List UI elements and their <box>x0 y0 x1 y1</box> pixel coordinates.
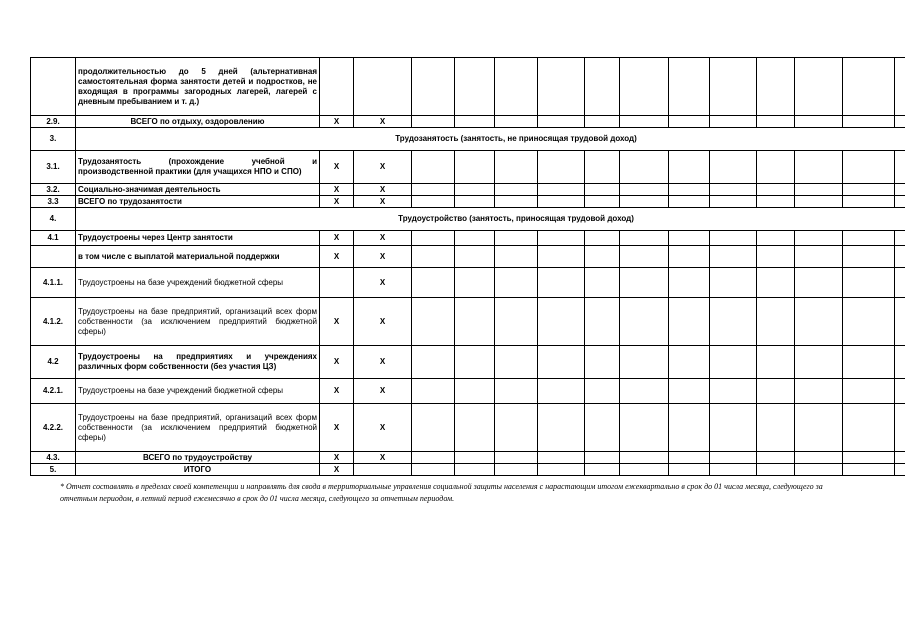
empty-cell <box>669 379 710 404</box>
table-row <box>31 404 905 452</box>
row-number: 4.2.2. <box>31 404 76 452</box>
empty-cell <box>669 184 710 196</box>
table-row <box>31 298 905 346</box>
value-cell: X <box>354 268 412 298</box>
empty-cell <box>669 464 710 476</box>
empty-cell <box>843 58 895 116</box>
empty-cell <box>669 298 710 346</box>
empty-cell <box>795 116 843 128</box>
empty-cell <box>843 298 895 346</box>
empty-cell <box>585 298 620 346</box>
empty-cell <box>757 151 795 184</box>
empty-cell <box>620 452 669 464</box>
empty-cell <box>843 196 895 208</box>
empty-cell <box>585 404 620 452</box>
table-row <box>31 231 905 246</box>
empty-cell <box>538 346 585 379</box>
empty-cell <box>495 58 538 116</box>
value-cell: X <box>320 231 354 246</box>
empty-cell <box>710 346 757 379</box>
empty-cell <box>895 246 905 268</box>
empty-cell <box>710 196 757 208</box>
value-cell: X <box>320 151 354 184</box>
empty-cell <box>843 452 895 464</box>
row-number: 2.9. <box>31 116 76 128</box>
empty-cell <box>795 58 843 116</box>
empty-cell <box>495 346 538 379</box>
row-label: Трудоустроены через Центр занятости <box>76 231 320 246</box>
empty-cell <box>495 151 538 184</box>
empty-cell <box>495 246 538 268</box>
table-row <box>31 246 905 268</box>
empty-cell <box>843 151 895 184</box>
empty-cell <box>843 246 895 268</box>
empty-cell <box>412 58 455 116</box>
empty-cell <box>843 346 895 379</box>
empty-cell <box>585 58 620 116</box>
empty-cell <box>757 452 795 464</box>
value-cell: X <box>354 246 412 268</box>
empty-cell <box>620 196 669 208</box>
value-cell <box>320 58 354 116</box>
row-label: ИТОГО <box>76 464 320 476</box>
empty-cell <box>669 231 710 246</box>
table-row <box>31 151 905 184</box>
value-cell: X <box>320 298 354 346</box>
empty-cell <box>757 379 795 404</box>
empty-cell <box>585 268 620 298</box>
empty-cell <box>585 346 620 379</box>
empty-cell <box>710 184 757 196</box>
value-cell: X <box>354 184 412 196</box>
value-cell: X <box>320 464 354 476</box>
empty-cell <box>843 404 895 452</box>
empty-cell <box>538 58 585 116</box>
empty-cell <box>757 246 795 268</box>
empty-cell <box>495 452 538 464</box>
row-number: 4.1.1. <box>31 268 76 298</box>
row-label: Трудоустроены на базе учреждений бюджетной сферы <box>76 379 320 404</box>
value-cell: X <box>354 196 412 208</box>
empty-cell <box>620 116 669 128</box>
empty-cell <box>538 452 585 464</box>
empty-cell <box>455 464 495 476</box>
empty-cell <box>455 116 495 128</box>
row-label: Трудоустроены на базе предприятий, организаций всех форм собственности (за исключением предприятий бюджетной сферы) <box>76 404 320 452</box>
empty-cell <box>795 246 843 268</box>
empty-cell <box>620 58 669 116</box>
empty-cell <box>895 268 905 298</box>
empty-cell <box>795 184 843 196</box>
empty-cell <box>795 268 843 298</box>
value-cell: X <box>320 452 354 464</box>
empty-cell <box>455 268 495 298</box>
footnote: * Отчет составлять в пределах своей компетенции и направлять для свода в территориальные управления социальной защиты населения с нарастающим итогом ежеквартально в срок до 01 числа месяца, следующего за отчетным периодом, в летний период ежемесячно в срок до 01 числа месяца, следующего за отчетным периодом. <box>60 482 823 503</box>
empty-cell <box>895 151 905 184</box>
table-row <box>31 208 905 231</box>
row-number <box>31 58 76 116</box>
empty-cell <box>669 346 710 379</box>
empty-cell <box>585 246 620 268</box>
section-header: Трудозанятость (занятость, не приносящая трудовой доход) <box>76 128 905 151</box>
value-cell: X <box>354 298 412 346</box>
empty-cell <box>585 231 620 246</box>
value-cell <box>320 268 354 298</box>
empty-cell <box>757 116 795 128</box>
value-cell: X <box>354 404 412 452</box>
empty-cell <box>843 379 895 404</box>
empty-cell <box>757 268 795 298</box>
empty-cell <box>895 196 905 208</box>
empty-cell <box>710 404 757 452</box>
row-label: ВСЕГО по отдыху, оздоровлению <box>76 116 320 128</box>
value-cell: X <box>320 404 354 452</box>
empty-cell <box>620 151 669 184</box>
row-number: 3.1. <box>31 151 76 184</box>
empty-cell <box>412 379 455 404</box>
row-number: 5. <box>31 464 76 476</box>
empty-cell <box>455 231 495 246</box>
empty-cell <box>412 151 455 184</box>
empty-cell <box>710 116 757 128</box>
empty-cell <box>495 184 538 196</box>
empty-cell <box>620 464 669 476</box>
empty-cell <box>620 231 669 246</box>
empty-cell <box>669 268 710 298</box>
value-cell: X <box>354 231 412 246</box>
empty-cell <box>412 196 455 208</box>
empty-cell <box>495 268 538 298</box>
row-number: 4.1.2. <box>31 298 76 346</box>
row-number: 4. <box>31 208 76 231</box>
empty-cell <box>495 116 538 128</box>
empty-cell <box>538 464 585 476</box>
table-row <box>31 184 905 196</box>
empty-cell <box>455 298 495 346</box>
table-row <box>31 196 905 208</box>
empty-cell <box>895 379 905 404</box>
empty-cell <box>669 196 710 208</box>
empty-cell <box>895 116 905 128</box>
report-table <box>30 57 905 476</box>
value-cell: X <box>320 246 354 268</box>
row-number: 4.3. <box>31 452 76 464</box>
empty-cell <box>412 404 455 452</box>
empty-cell <box>757 298 795 346</box>
value-cell: X <box>320 116 354 128</box>
row-label: Трудоустроены на предприятиях и учреждениях различных форм собственности (без участия ЦЗ) <box>76 346 320 379</box>
row-label: Трудоустроены на базе учреждений бюджетной сферы <box>76 268 320 298</box>
empty-cell <box>669 151 710 184</box>
empty-cell <box>495 231 538 246</box>
empty-cell <box>795 196 843 208</box>
empty-cell <box>412 464 455 476</box>
empty-cell <box>538 246 585 268</box>
value-cell <box>354 464 412 476</box>
empty-cell <box>710 379 757 404</box>
empty-cell <box>455 452 495 464</box>
empty-cell <box>710 268 757 298</box>
row-number: 4.2.1. <box>31 379 76 404</box>
row-label: продолжительностью до 5 дней (альтернативная самостоятельная форма занятости детей и подростков, не входящая в программы загородных лагерей, лагерей с дневным пребыванием и т. д.) <box>76 58 320 116</box>
empty-cell <box>495 464 538 476</box>
empty-cell <box>455 58 495 116</box>
value-cell: X <box>320 379 354 404</box>
table-row <box>31 268 905 298</box>
table-row <box>31 464 905 476</box>
empty-cell <box>412 346 455 379</box>
row-label: Трудозанятость (прохождение учебной и производственной практики (для учащихся НПО и СПО) <box>76 151 320 184</box>
value-cell: X <box>354 116 412 128</box>
empty-cell <box>895 298 905 346</box>
table-row <box>31 346 905 379</box>
empty-cell <box>669 116 710 128</box>
empty-cell <box>412 184 455 196</box>
value-cell: X <box>354 346 412 379</box>
empty-cell <box>585 379 620 404</box>
table-row <box>31 58 905 116</box>
empty-cell <box>538 379 585 404</box>
empty-cell <box>895 346 905 379</box>
empty-cell <box>757 404 795 452</box>
empty-cell <box>538 116 585 128</box>
empty-cell <box>620 268 669 298</box>
row-label: в том числе с выплатой материальной поддержки <box>76 246 320 268</box>
empty-cell <box>585 196 620 208</box>
empty-cell <box>843 464 895 476</box>
empty-cell <box>795 346 843 379</box>
empty-cell <box>710 231 757 246</box>
empty-cell <box>669 404 710 452</box>
empty-cell <box>895 404 905 452</box>
empty-cell <box>843 268 895 298</box>
value-cell: X <box>320 196 354 208</box>
empty-cell <box>795 464 843 476</box>
row-label: Трудоустроены на базе предприятий, организаций всех форм собственности (за исключением предприятий бюджетной сферы) <box>76 298 320 346</box>
empty-cell <box>538 298 585 346</box>
row-label: Социально-значимая деятельность <box>76 184 320 196</box>
empty-cell <box>895 58 905 116</box>
empty-cell <box>710 464 757 476</box>
value-cell: X <box>320 346 354 379</box>
empty-cell <box>710 298 757 346</box>
section-header: Трудоустройство (занятость, приносящая трудовой доход) <box>76 208 905 231</box>
value-cell: X <box>320 184 354 196</box>
empty-cell <box>538 268 585 298</box>
empty-cell <box>795 151 843 184</box>
row-number: 3.2. <box>31 184 76 196</box>
row-number: 4.1 <box>31 231 76 246</box>
empty-cell <box>710 151 757 184</box>
empty-cell <box>895 452 905 464</box>
value-cell: X <box>354 151 412 184</box>
empty-cell <box>538 196 585 208</box>
empty-cell <box>538 404 585 452</box>
empty-cell <box>585 184 620 196</box>
empty-cell <box>495 196 538 208</box>
table-row <box>31 116 905 128</box>
empty-cell <box>455 379 495 404</box>
table-row <box>31 379 905 404</box>
empty-cell <box>620 298 669 346</box>
empty-cell <box>455 404 495 452</box>
empty-cell <box>620 184 669 196</box>
empty-cell <box>620 246 669 268</box>
empty-cell <box>412 246 455 268</box>
empty-cell <box>455 346 495 379</box>
empty-cell <box>757 231 795 246</box>
empty-cell <box>412 231 455 246</box>
empty-cell <box>538 231 585 246</box>
empty-cell <box>843 184 895 196</box>
value-cell: X <box>354 452 412 464</box>
empty-cell <box>538 151 585 184</box>
row-label: ВСЕГО по трудоустройству <box>76 452 320 464</box>
empty-cell <box>757 196 795 208</box>
empty-cell <box>795 404 843 452</box>
empty-cell <box>795 298 843 346</box>
row-number <box>31 246 76 268</box>
empty-cell <box>669 58 710 116</box>
empty-cell <box>843 231 895 246</box>
empty-cell <box>795 231 843 246</box>
empty-cell <box>585 151 620 184</box>
empty-cell <box>495 298 538 346</box>
empty-cell <box>710 452 757 464</box>
row-number: 3.3 <box>31 196 76 208</box>
empty-cell <box>538 184 585 196</box>
empty-cell <box>620 346 669 379</box>
row-number: 4.2 <box>31 346 76 379</box>
empty-cell <box>412 116 455 128</box>
empty-cell <box>455 184 495 196</box>
empty-cell <box>795 379 843 404</box>
empty-cell <box>620 379 669 404</box>
empty-cell <box>412 298 455 346</box>
empty-cell <box>795 452 843 464</box>
empty-cell <box>710 246 757 268</box>
empty-cell <box>455 196 495 208</box>
empty-cell <box>669 246 710 268</box>
empty-cell <box>710 58 757 116</box>
empty-cell <box>495 404 538 452</box>
empty-cell <box>757 58 795 116</box>
empty-cell <box>669 452 710 464</box>
value-cell: X <box>354 379 412 404</box>
empty-cell <box>412 268 455 298</box>
empty-cell <box>843 116 895 128</box>
row-label: ВСЕГО по трудозанятости <box>76 196 320 208</box>
empty-cell <box>585 464 620 476</box>
empty-cell <box>895 231 905 246</box>
empty-cell <box>757 464 795 476</box>
empty-cell <box>757 184 795 196</box>
row-number: 3. <box>31 128 76 151</box>
table-row <box>31 128 905 151</box>
table-row <box>31 452 905 464</box>
empty-cell <box>412 452 455 464</box>
empty-cell <box>585 452 620 464</box>
empty-cell <box>495 379 538 404</box>
empty-cell <box>455 151 495 184</box>
empty-cell <box>895 464 905 476</box>
empty-cell <box>585 116 620 128</box>
empty-cell <box>757 346 795 379</box>
empty-cell <box>455 246 495 268</box>
value-cell <box>354 58 412 116</box>
empty-cell <box>895 184 905 196</box>
empty-cell <box>620 404 669 452</box>
